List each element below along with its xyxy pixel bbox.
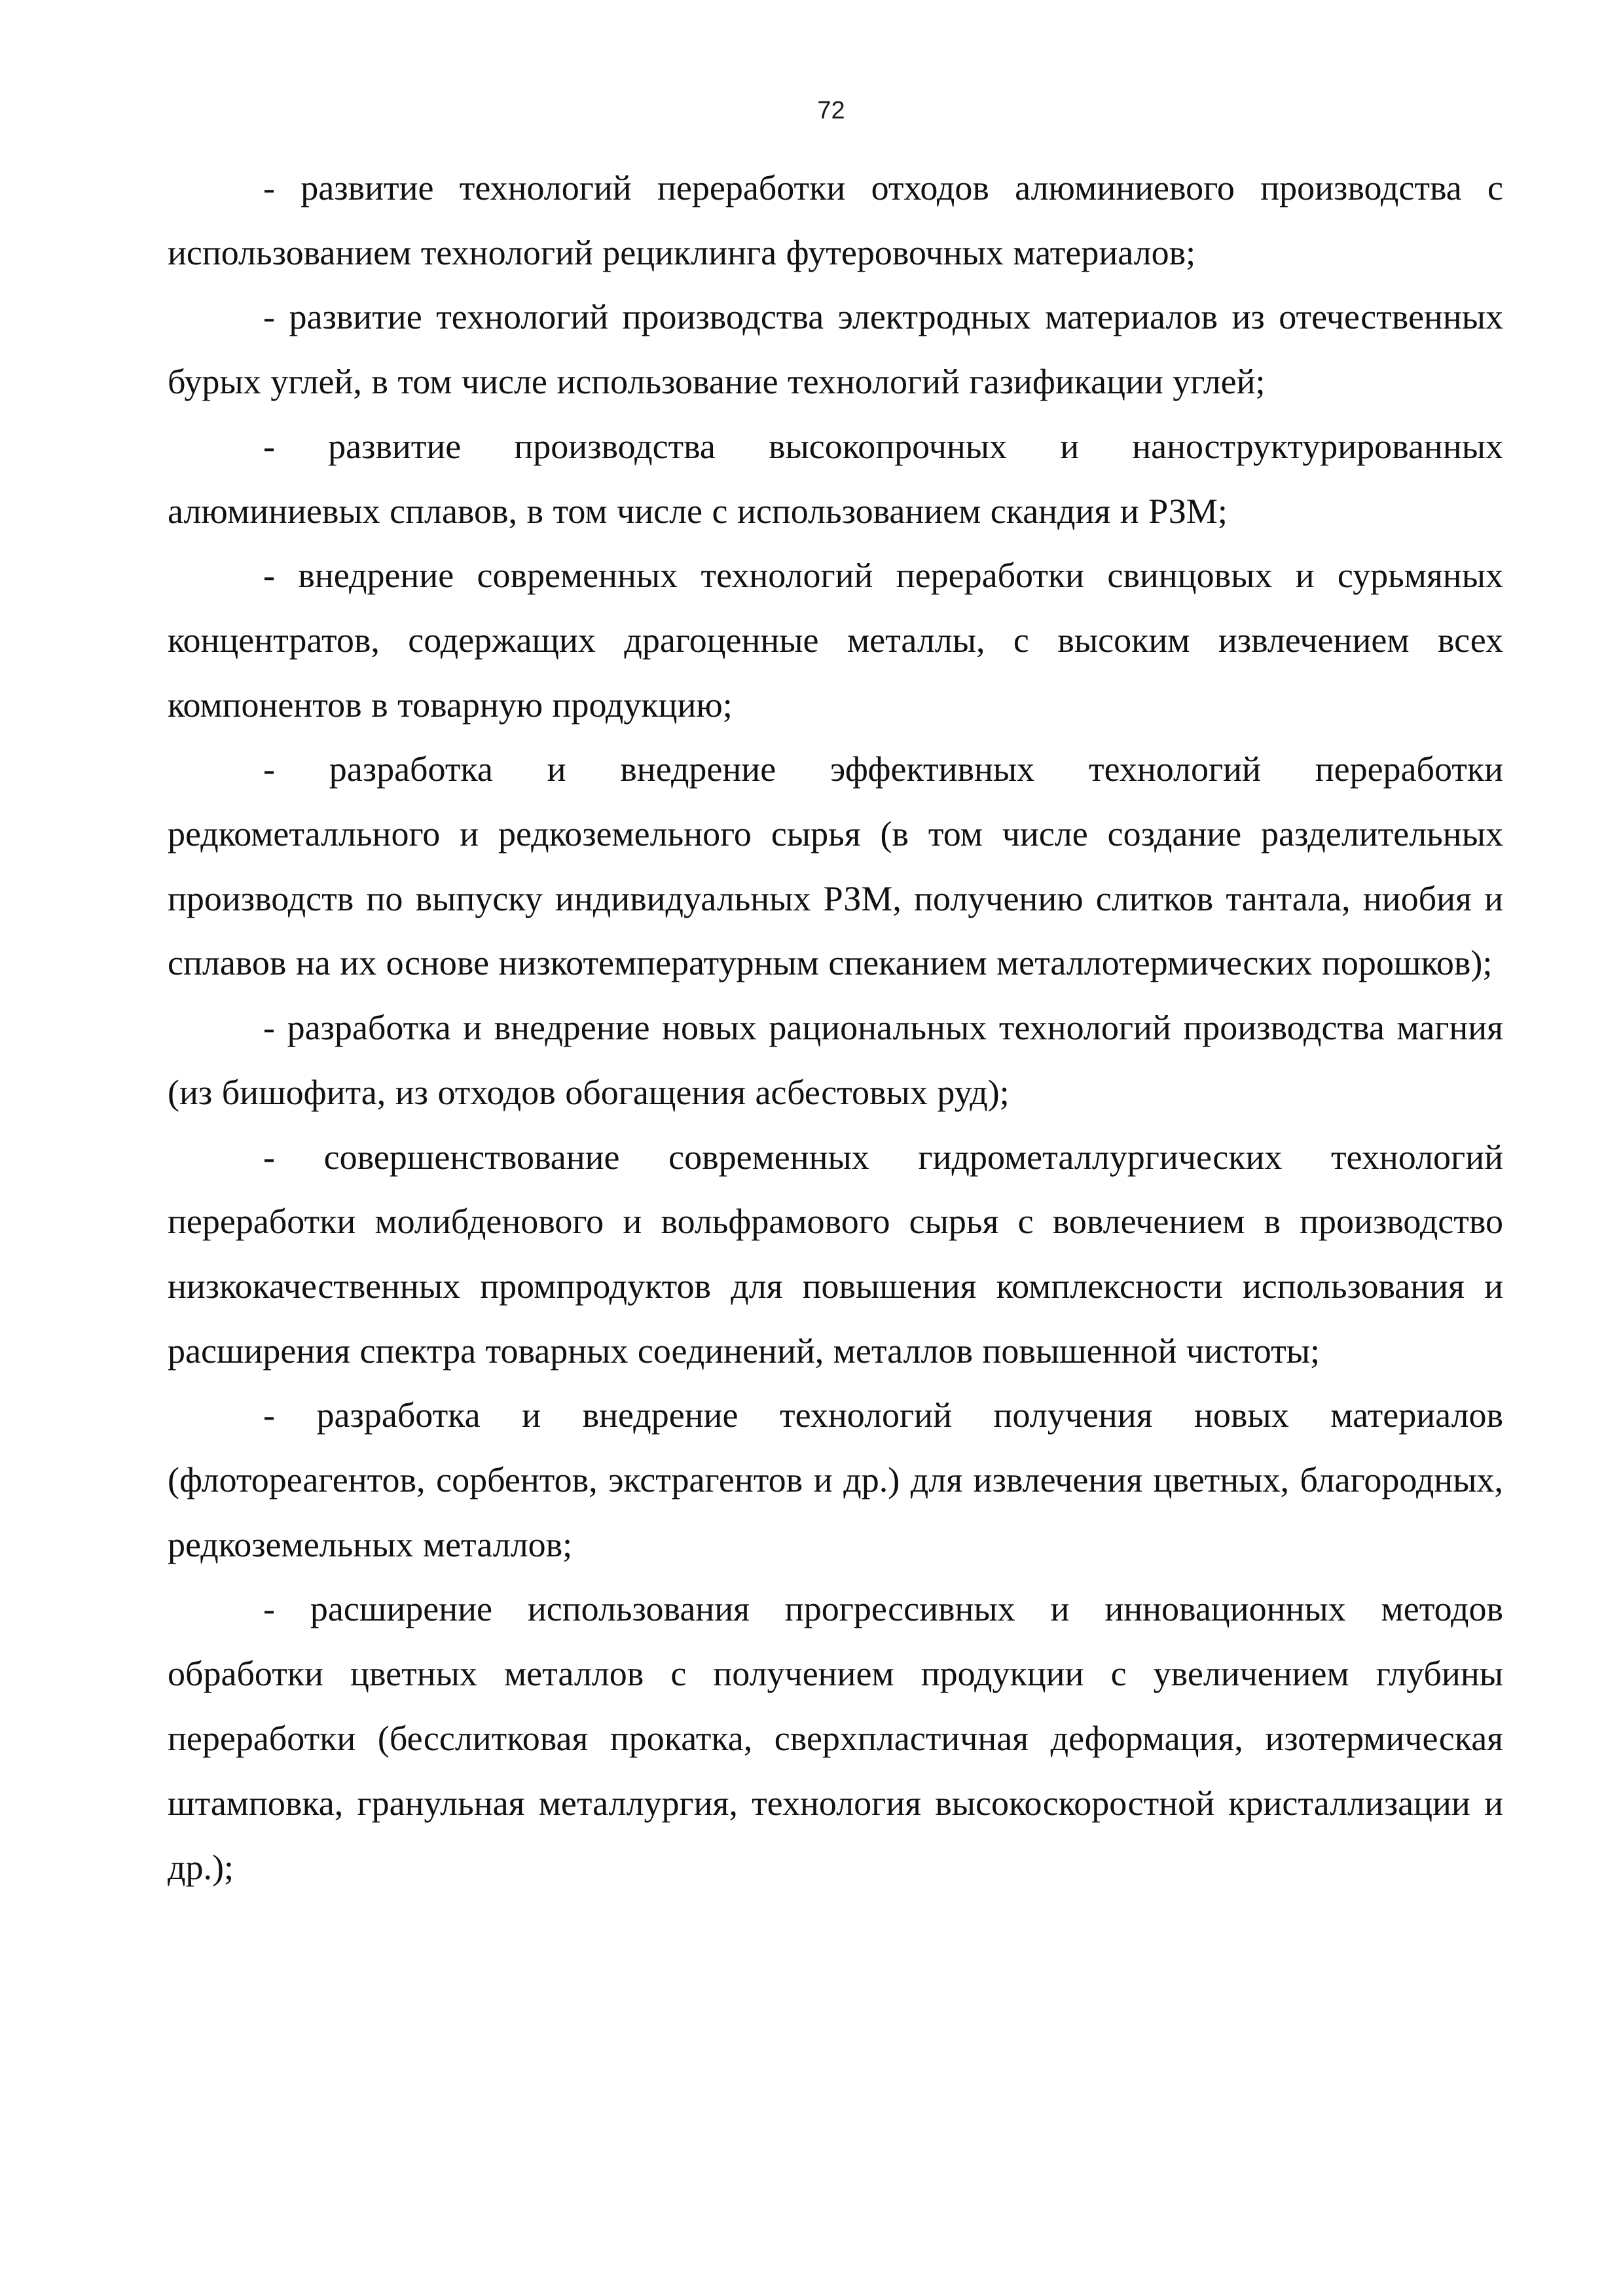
- list-item: - развитие технологий производства электродных материалов из отечественных бурых углей, в том числе использование технологий газификации углей;: [168, 297, 1503, 402]
- document-body: [168, 156, 1503, 1900]
- list-item: - совершенствование современных гидрометаллургических технологий переработки молибденового и вольфрамового сырья с вовлечением в производство низкокачественных промпродуктов для повышения комплексности использования и расширения спектра товарных соединений, металлов повышенной чистоты;: [168, 1137, 1503, 1371]
- list-item: - разработка и внедрение новых рациональных технологий производства магния (из бишофита, из отходов обогащения асбестовых руд);: [168, 1008, 1503, 1112]
- list-item: - расширение использования прогрессивных и инновационных методов обработки цветных металлов с получением продукции с увеличением глубины переработки (бесслитковая прокатка, сверхпластичная деформация, изотермическая штамповка, гранульная металлургия, технология высокоскоростной кристаллизации и др.);: [168, 1589, 1503, 1888]
- list-item: - внедрение современных технологий переработки свинцовых и сурьмяных концентратов, содержащих драгоценные металлы, с высоким извлечением всех компонентов в товарную продукцию;: [168, 556, 1503, 725]
- list-item: - разработка и внедрение технологий получения новых материалов (флотореагентов, сорбентов, экстрагентов и др.) для извлечения цветных, благородных, редкоземельных металлов;: [168, 1395, 1503, 1564]
- list-item: - развитие технологий переработки отходов алюминиевого производства с использованием технологий рециклинга футеровочных материалов;: [168, 168, 1503, 272]
- page-number: 72: [817, 97, 845, 124]
- list-item: - развитие производства высокопрочных и наноструктурированных алюминиевых сплавов, в том числе с использованием скандия и РЗМ;: [168, 426, 1503, 531]
- list-item: - разработка и внедрение эффективных технологий переработки редкометалльного и редкоземельного сырья (в том числе создание разделительных производств по выпуску индивидуальных РЗМ, получению слитков тантала, ниобия и сплавов на их основе низкотемпературным спеканием металлотермических порошков);: [168, 749, 1503, 983]
